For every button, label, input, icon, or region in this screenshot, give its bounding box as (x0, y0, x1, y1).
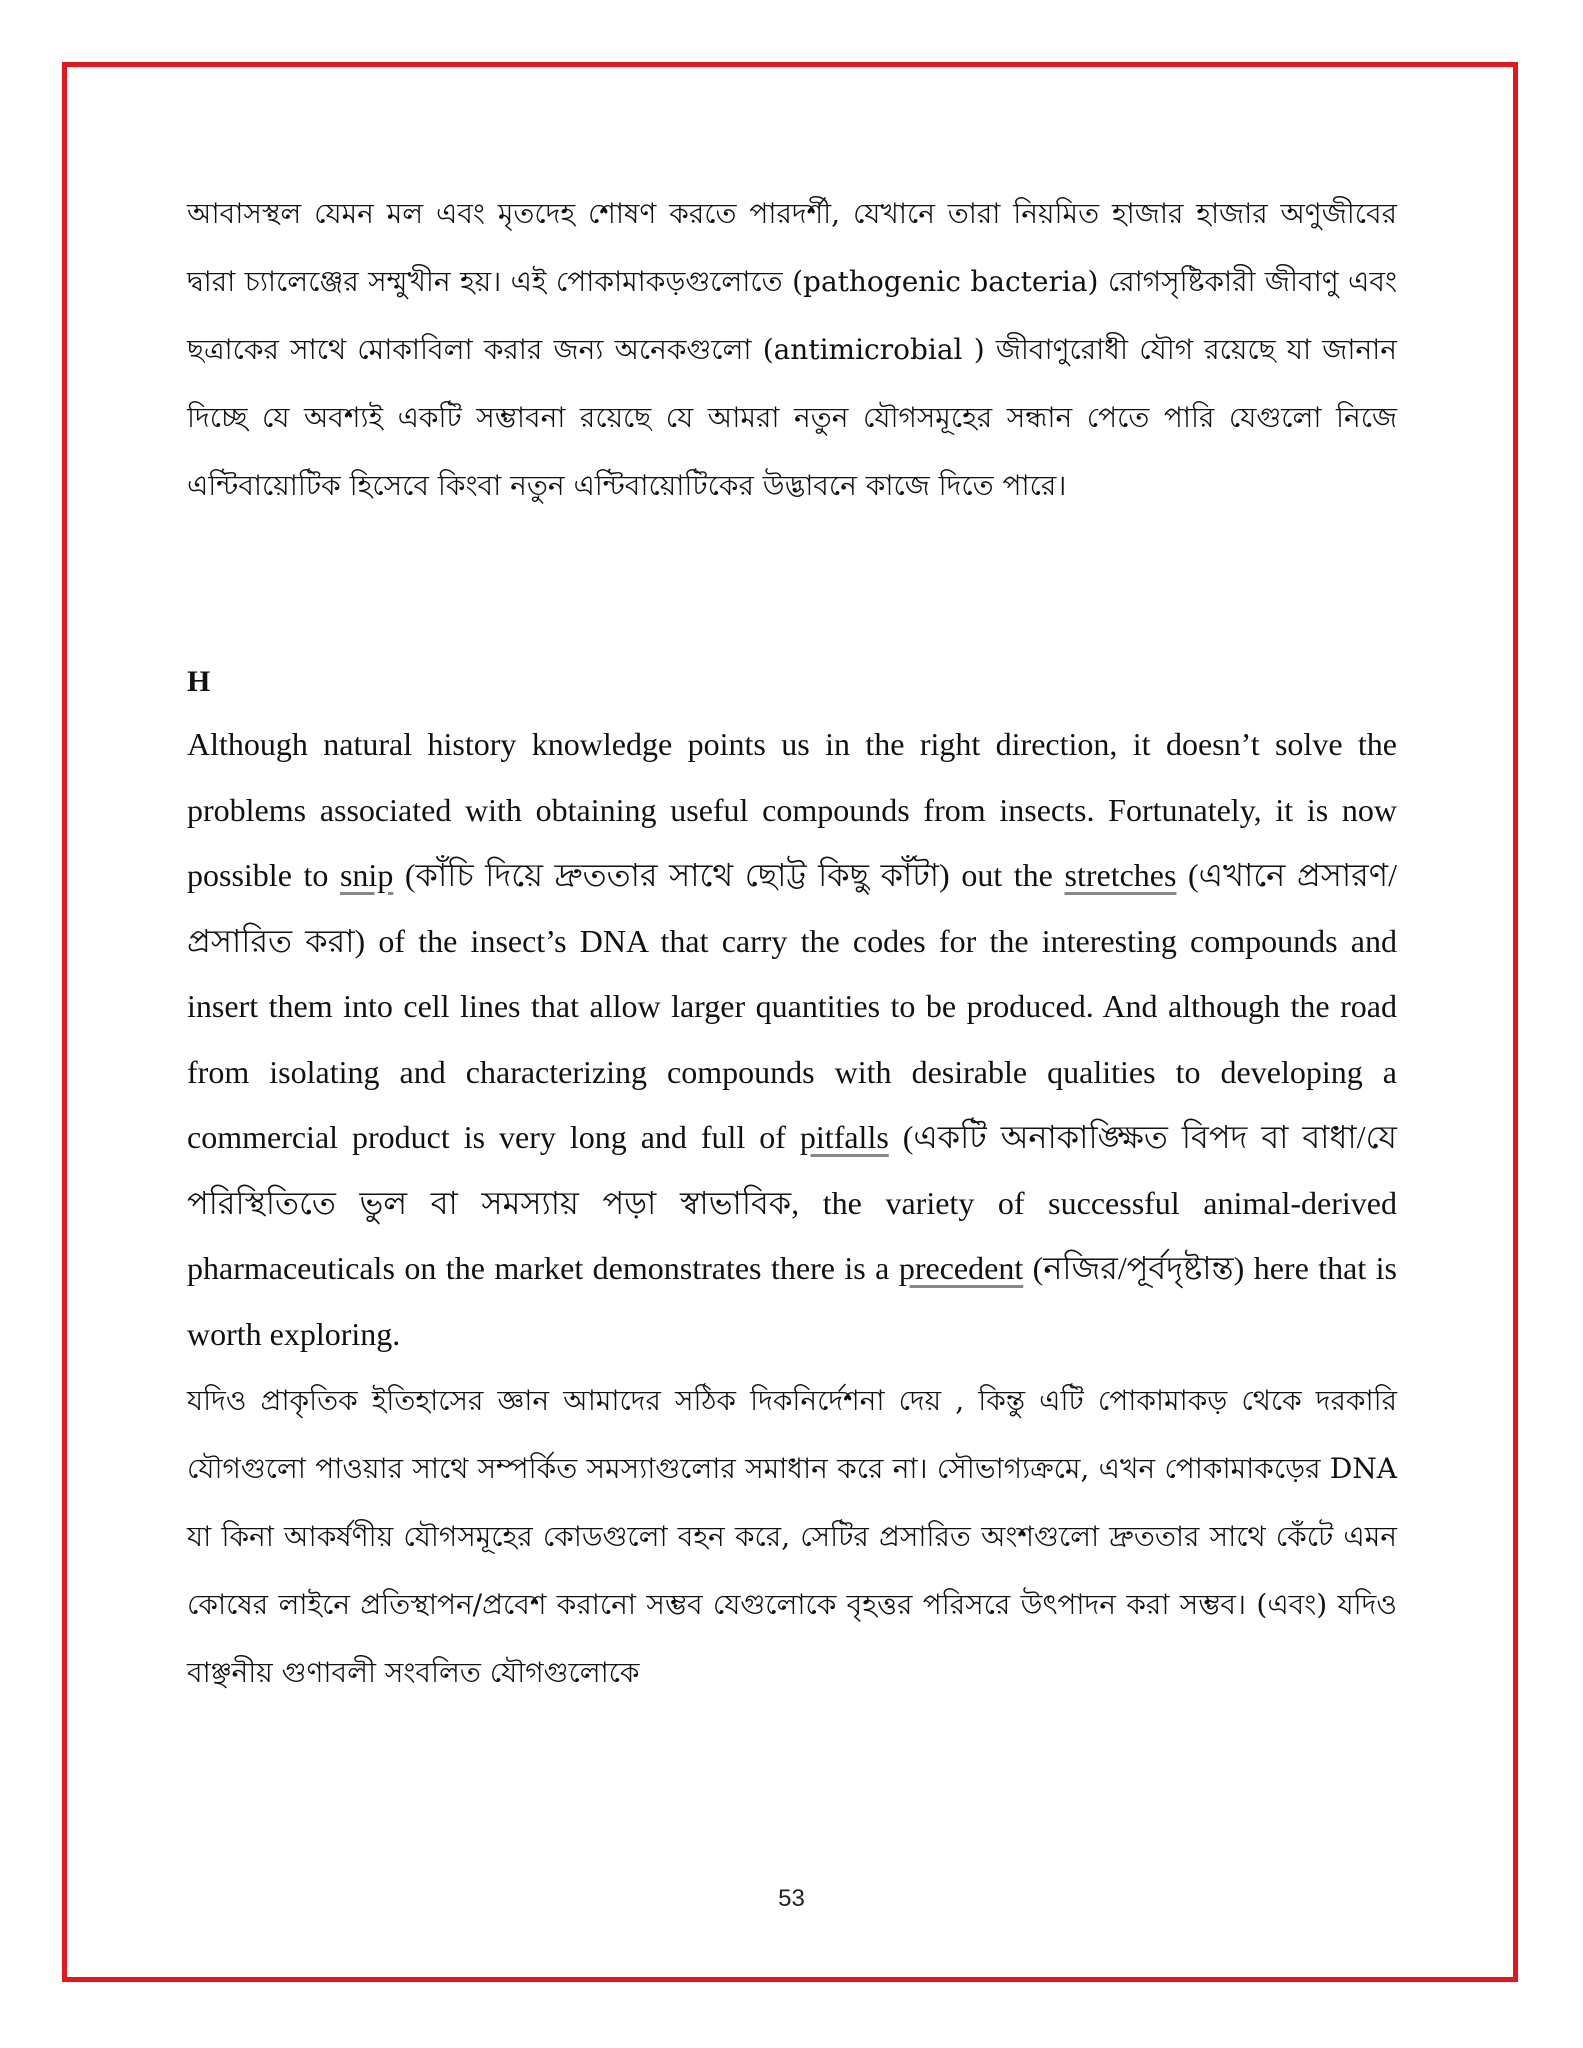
english-text-1: Although natural history knowledge points us in the right direction, it doesn’t solve the problems associated with obtaining useful compounds from insects. Fortunately, it is now possible to (187, 726, 1397, 893)
english-text-2: out the (961, 857, 1065, 893)
gloss-precedent: (নজির/পূর্বদৃষ্টান্ত) (1023, 1250, 1254, 1286)
section-spacer (187, 520, 1397, 652)
gloss-pitfalls: (একটি অনাকাঙ্ক্ষিত বিপদ বা বাধা/যে পরিস্থিতিতে ভুল বা সমস্যায় পড়া স্বাভাবিক, (187, 1119, 1397, 1221)
gloss-stretches: (এখানে প্রসারণ/প্রসারিত করা) (187, 857, 1398, 959)
bengali-paragraph-2: যদিও প্রাকৃতিক ইতিহাসের জ্ঞান আমাদের সঠিক দিকনির্দেশনা দেয় , কিন্তু এটি পোকামাকড় থেকে দরকারি যৌগগুলো পাওয়ার সাথে সম্পর্কিত সমস্যাগুলোর সমাধান করে না। সৌভাগ্যক্রমে, এখন পোকামাকড়ের DNA যা কিনা আকর্ষণীয় যৌগসমূহের কোডগুলো বহন করে, সেটির প্রসারিত অংশগুলো দ্রুততার সাথে কেঁটে এমন কোষের লাইনে প্রতিস্থাপন/প্রবেশ করানো সম্ভব যেগুলোকে বৃহত্তর পরিসরে উৎপাদন করা সম্ভব। (এবং) যদিও বাঞ্ছনীয় গুণাবলী সংবলিত যৌগগুলোকে (187, 1384, 1397, 1689)
english-text-3: of the insect’s DNA that carry the codes for the interesting compounds and insert them into cell lines that allow larger quantities to be produced. And although the road from isolating and characterizing compounds with desirable qualities to developing a commercial product is very long and full of (187, 922, 1398, 1155)
english-text-5: here that is worth exploring. (187, 1250, 1398, 1352)
vocab-word-stretches: stretches (1064, 857, 1177, 893)
bengali-paragraph-1: আবাসস্থল যেমন মল এবং মৃতদেহ শোষণ করতে পারদর্শী, যেখানে তারা নিয়মিত হাজার হাজার অণুজীবের দ্বারা চ্যালেঞ্জের সম্মুখীন হয়। এই পোকামাকড়গুলোতে (pathogenic bacteria) রোগসৃষ্টিকারী জীবাণু এবং ছত্রাকের সাথে মোকাবিলা করার জন্য অনেকগুলো (antimicrobial ) জীবাণুরোধী যৌগ রয়েছে যা জানান দিচ্ছে যে অবশ্যই একটি সম্ভাবনা রয়েছে যে আমরা নতুন যৌগসমূহের সন্ধান পেতে পারি যেগুলো নিজে এন্টিবায়োটিক হিসেবে কিংবা নতুন এন্টিবায়োটিকের উদ্ভাবনে কাজে দিতে পারে। (187, 197, 1397, 502)
english-text-4: the variety of successful animal-derived pharmaceuticals on the market demonstrates there is a (187, 1184, 1397, 1286)
english-paragraph (187, 712, 1397, 1367)
vocab-word-precedent: precedent (898, 1250, 1024, 1286)
section-heading: H (187, 665, 211, 698)
page-content (187, 180, 1397, 1707)
page-number: 53 (778, 1885, 805, 1912)
gloss-snip: (কাঁচি দিয়ে দ্রুততার সাথে ছোট্ট কিছু কাঁটা) (393, 857, 962, 893)
vocab-word-pitfalls: pitfalls (799, 1119, 889, 1155)
vocab-word-snip: snip (339, 857, 394, 893)
